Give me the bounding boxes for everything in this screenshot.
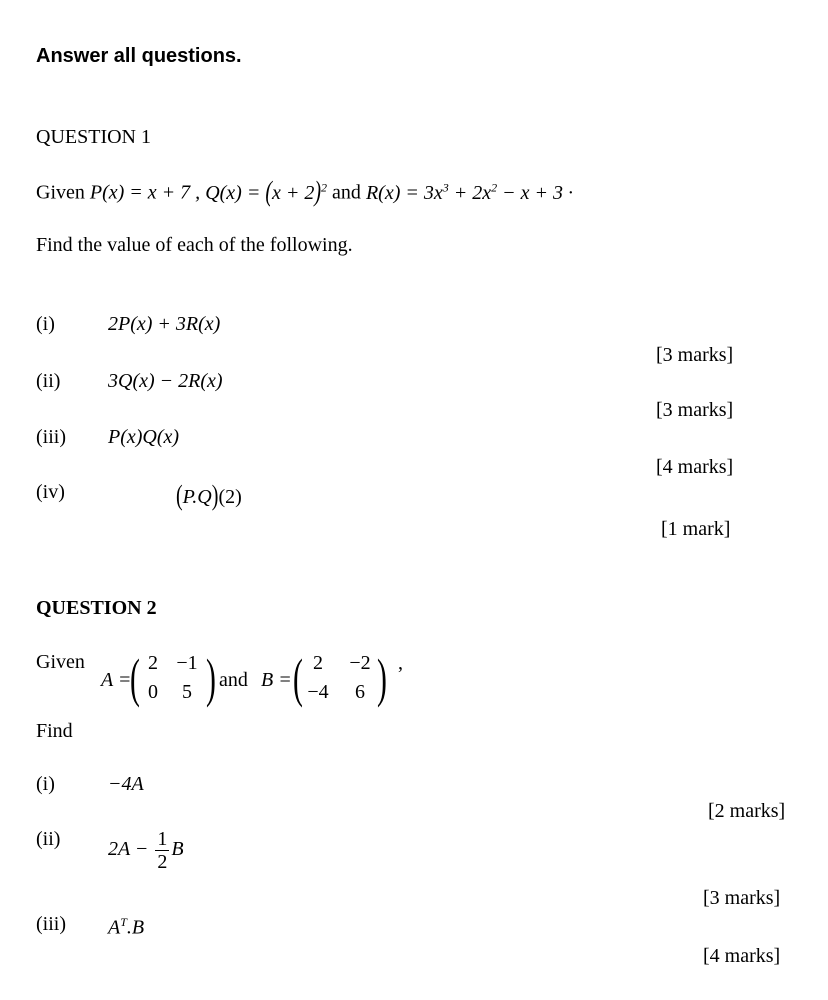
q2-item-expression: $A^T.B$ [108, 915, 145, 939]
q1-item-marks: [1 mark] [661, 518, 731, 540]
q2-item-expression: 2A − $\frac{1}{2}$ B [108, 828, 184, 873]
matrix-a: ( 2 −1 0 5 ) [130, 648, 216, 708]
matrix-b-label: B = [261, 669, 292, 691]
q2-item-label: (i) [36, 773, 55, 795]
q2-item-expression: −4A [108, 773, 144, 795]
q1-item-expression: P(x)Q(x) [108, 426, 180, 448]
q2-item-marks: [3 marks] [703, 887, 781, 909]
r-definition: $R(x) = 3x^3 + 2x^2 - x + 3$ · [365, 180, 573, 204]
q1-item-marks: [3 marks] [656, 399, 734, 421]
q2-find: Find [36, 720, 73, 742]
p-definition: P(x) = x + 7 , [89, 181, 201, 204]
fraction: $\frac{1}{2}$ [157, 828, 168, 873]
q2-item-marks: [2 marks] [708, 800, 786, 822]
matrix-cell: 0 [148, 681, 158, 703]
q1-item-label: (ii) [36, 370, 61, 392]
given-word: Given [36, 181, 85, 204]
instruction-heading: Answer all questions. [36, 45, 242, 67]
q1-item-expression: (P.Q)(2) [176, 480, 242, 512]
q2-item-marks: [4 marks] [703, 945, 781, 967]
matrix-cell: −2 [349, 652, 371, 674]
q2-item-label: (iii) [36, 913, 66, 935]
q2-and-word: and [219, 669, 248, 691]
q1-item-marks: [4 marks] [656, 456, 734, 478]
question-1-given-line [36, 176, 573, 207]
q1-item-expression: 2P(x) + 3R(x) [108, 313, 221, 335]
question-1-heading: QUESTION 1 [36, 126, 151, 148]
matrix-a-label: A = [101, 669, 132, 691]
q1-item-label: (iv) [36, 481, 65, 503]
matrix-cell: 6 [355, 681, 365, 703]
matrix-cell: −1 [176, 652, 198, 674]
matrix-cell: 5 [182, 681, 192, 703]
q1-item-label: (iii) [36, 426, 66, 448]
matrix-cell: 2 [313, 652, 323, 674]
q1-item-expression: 3Q(x) − 2R(x) [108, 370, 223, 392]
q2-comma: , [398, 652, 403, 674]
q2-given-word: Given [36, 651, 85, 673]
q2-item-label: (ii) [36, 828, 61, 850]
q1-item-marks: [3 marks] [656, 344, 734, 366]
q1-item-label: (i) [36, 313, 55, 335]
and-word: and [332, 181, 361, 204]
matrix-cell: −4 [307, 681, 329, 703]
q-definition: $Q(x) = (x + 2)^2$ [205, 176, 328, 207]
matrix-cell: 2 [148, 652, 158, 674]
question-1-prompt: Find the value of each of the following. [36, 234, 353, 256]
question-2-heading: QUESTION 2 [36, 597, 157, 619]
matrix-b: ( 2 −2 −4 6 ) [293, 648, 387, 708]
